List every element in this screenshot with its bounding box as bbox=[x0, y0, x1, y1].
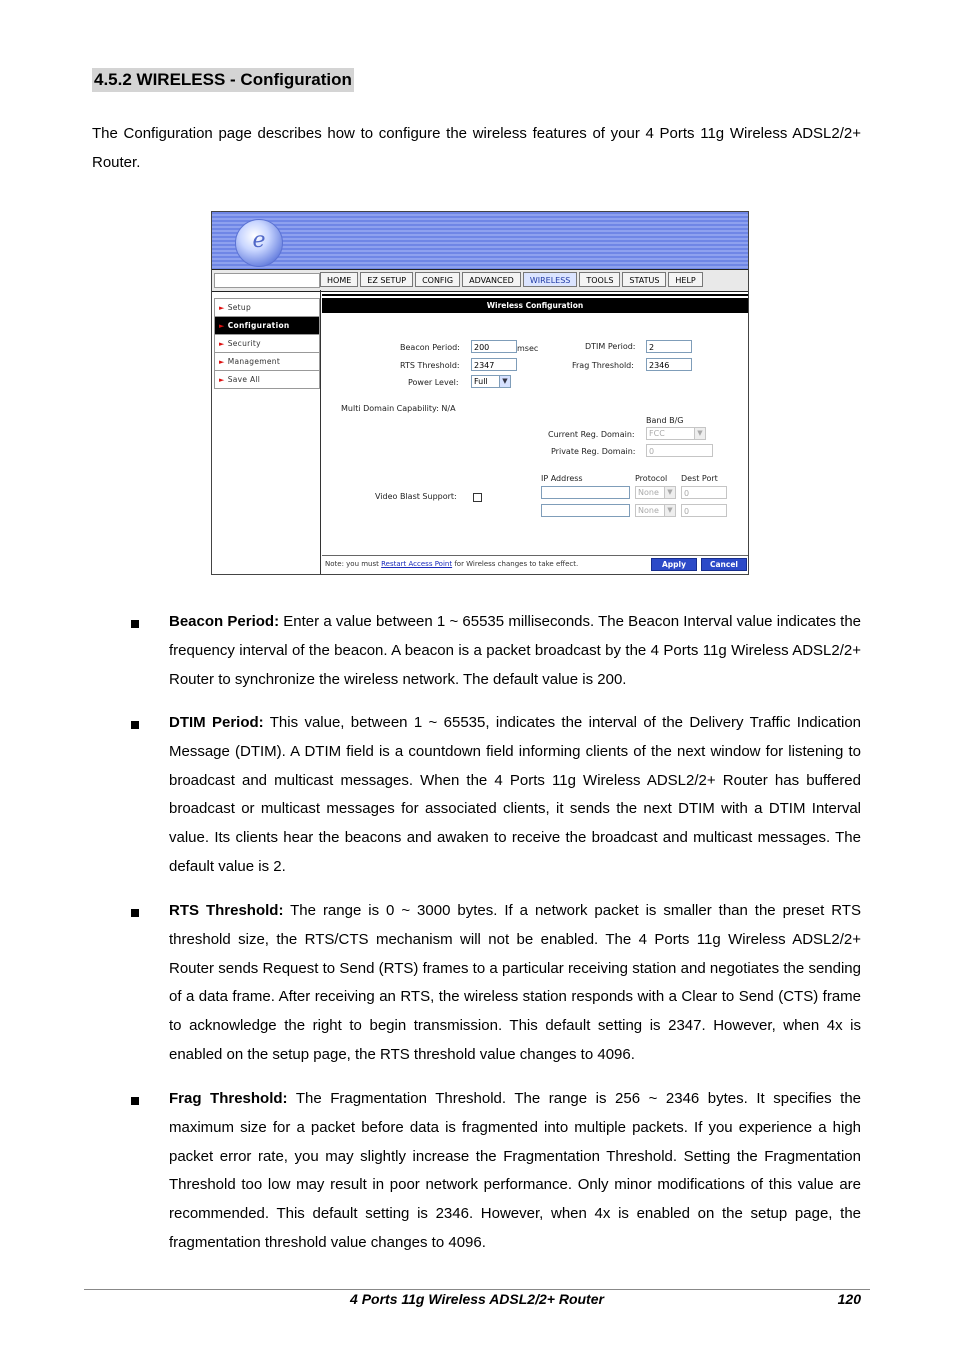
tab-wireless[interactable]: WIRELESS bbox=[523, 272, 578, 287]
arrow-right-icon: ► bbox=[219, 376, 225, 384]
nav-tabs bbox=[320, 272, 705, 287]
ip-address-input-2[interactable] bbox=[541, 504, 630, 517]
tab-config[interactable]: CONFIG bbox=[415, 272, 460, 287]
arrow-right-icon: ► bbox=[219, 358, 225, 366]
dest-port-input-1[interactable]: 0 bbox=[681, 486, 727, 499]
private-reg-domain-input[interactable]: 0 bbox=[646, 444, 713, 457]
protocol-select-2[interactable]: None ▼ bbox=[635, 504, 676, 517]
dtim-period-input[interactable]: 2 bbox=[646, 340, 692, 353]
bullet-square-icon bbox=[131, 721, 139, 729]
bullet-text: DTIM Period: This value, between 1 ~ 65535, indicates the interval of the Delivery Traffic Indication Message (DTIM). A DTIM field is a countdown field informing clients of the next window for listening to broadcast and multicast messages. When the 4 Ports 11g Wireless ADSL2/2+ Router has buffered broadcast or multicast messages for associated clients, it sends the next DTIM with a DTIM Interval value. Its clients hear the beacons and awaken to receive the broadcast and multicast messages. The default value is 2. bbox=[169, 714, 862, 875]
bullet-square-icon bbox=[131, 909, 139, 917]
beacon-period-label: Beacon Period: bbox=[400, 343, 460, 352]
bullet-text: RTS Threshold: The range is 0 ~ 3000 bytes. If a network packet is smaller than the preset RTS threshold size, the RTS/CTS mechanism will not be enabled. The 4 Ports 11g Wireless ADSL2/2+ Router sends Request to Send (RTS) frames to a particular receiving station and negotiates the sending of a data frame. After receiving an RTS, the wireless station responds with a Clear to Send (CTS) frame to acknowledge the right to begin transmission. This default setting is 2347. However, when 4x is enabled on the setup page, the RTS threshold value changes to 4096. bbox=[169, 902, 861, 1063]
tab-advanced[interactable]: ADVANCED bbox=[462, 272, 521, 287]
dtim-period-label: DTIM Period: bbox=[585, 342, 636, 351]
chevron-down-icon: ▼ bbox=[664, 505, 675, 516]
sidebar-item-management[interactable]: ► Management bbox=[214, 353, 320, 371]
sidebar-item-configuration[interactable]: ► Configuration bbox=[214, 317, 320, 335]
router-banner bbox=[212, 212, 748, 269]
router-screenshot bbox=[211, 211, 749, 575]
private-reg-domain-label: Private Reg. Domain: bbox=[551, 447, 636, 456]
tab-tools[interactable]: TOOLS bbox=[579, 272, 620, 287]
multi-domain-text: Multi Domain Capability: N/A bbox=[341, 404, 456, 413]
chevron-down-icon: ▼ bbox=[694, 428, 705, 439]
dest-port-column-header: Dest Port bbox=[681, 474, 718, 483]
sidebar-divider bbox=[320, 290, 321, 574]
panel-top-rule bbox=[322, 294, 748, 296]
video-blast-label: Video Blast Support: bbox=[375, 492, 457, 501]
bullet-square-icon bbox=[131, 1097, 139, 1105]
cancel-button[interactable]: Cancel bbox=[701, 558, 747, 571]
panel-title: Wireless Configuration bbox=[322, 298, 748, 313]
restart-access-point-link[interactable]: Restart Access Point bbox=[381, 560, 453, 568]
footer-title: 4 Ports 11g Wireless ADSL2/2+ Router bbox=[350, 1291, 604, 1307]
beacon-period-unit: msec bbox=[517, 344, 539, 353]
protocol-column-header: Protocol bbox=[635, 474, 668, 483]
chevron-down-icon: ▼ bbox=[499, 376, 510, 387]
tab-status[interactable]: STATUS bbox=[622, 272, 666, 287]
arrow-right-icon: ► bbox=[219, 322, 225, 330]
arrow-right-icon: ► bbox=[219, 304, 225, 312]
rts-threshold-label: RTS Threshold: bbox=[400, 361, 460, 370]
page-number: 120 bbox=[837, 1291, 861, 1307]
power-level-select[interactable]: Full ▼ bbox=[471, 375, 511, 388]
bullet-square-icon bbox=[131, 620, 139, 628]
frag-threshold-label: Frag Threshold: bbox=[572, 361, 634, 370]
dest-port-input-2[interactable]: 0 bbox=[681, 504, 727, 517]
apply-button[interactable]: Apply bbox=[651, 558, 697, 571]
ip-address-input-1[interactable] bbox=[541, 486, 630, 499]
tab-help[interactable]: HELP bbox=[668, 272, 702, 287]
nav-spacer bbox=[214, 273, 320, 288]
section-heading: 4.5.2 WIRELESS - Configuration bbox=[92, 68, 354, 92]
chevron-down-icon: ▼ bbox=[664, 487, 675, 498]
current-reg-domain-label: Current Reg. Domain: bbox=[548, 430, 635, 439]
current-reg-domain-select[interactable]: FCC ▼ bbox=[646, 427, 706, 440]
beacon-period-input[interactable]: 200 bbox=[471, 340, 517, 353]
footer-rule bbox=[322, 555, 748, 556]
arrow-right-icon: ► bbox=[219, 340, 225, 348]
logo-icon: e bbox=[235, 219, 283, 267]
video-blast-checkbox[interactable] bbox=[473, 493, 482, 502]
sidebar-item-save-all[interactable]: ► Save All bbox=[214, 371, 320, 389]
sidebar-item-security[interactable]: ► Security bbox=[214, 335, 320, 353]
sidebar bbox=[214, 298, 320, 389]
tab-ez-setup[interactable]: EZ SETUP bbox=[360, 272, 413, 287]
band-label: Band B/G bbox=[646, 416, 684, 425]
sidebar-item-setup[interactable]: ► Setup bbox=[214, 298, 320, 317]
power-level-label: Power Level: bbox=[408, 378, 459, 387]
bullet-text: Frag Threshold: The Fragmentation Threshold. The range is 256 ~ 2346 bytes. It specifies the maximum size for a packet before data is fragmented into multiple packets. If you experience a high packet error rate, you may slightly increase the Fragmentation Threshold. Setting the Fragmentation Threshold too low may result in poor network performance. Only minor modifications of this value are recommended. This default setting is 2346. However, when 4x is enabled on the setup page, the fragmentation threshold value changes to 4096. bbox=[169, 1090, 861, 1251]
restart-note: Note: you must Restart Access Point for Wireless changes to take effect. bbox=[325, 560, 579, 568]
top-nav-bar bbox=[212, 269, 748, 292]
bullet-text: Beacon Period: Enter a value between 1 ~ 65535 milliseconds. The Beacon Interval value indicates the frequency interval of the beacon. A beacon is a packet broadcast by the 4 Ports 11g Wireless ADSL2/2+ Router to synchronize the wireless network. The default value is 200. bbox=[169, 613, 861, 688]
rts-threshold-input[interactable]: 2347 bbox=[471, 358, 517, 371]
tab-home[interactable]: HOME bbox=[320, 272, 358, 287]
intro-paragraph: The Configuration page describes how to configure the wireless features of your 4 Ports 11g Wireless ADSL2/2+ Router. bbox=[92, 125, 861, 171]
protocol-select-1[interactable]: None ▼ bbox=[635, 486, 676, 499]
ip-address-column-header: IP Address bbox=[541, 474, 583, 483]
frag-threshold-input[interactable]: 2346 bbox=[646, 358, 692, 371]
